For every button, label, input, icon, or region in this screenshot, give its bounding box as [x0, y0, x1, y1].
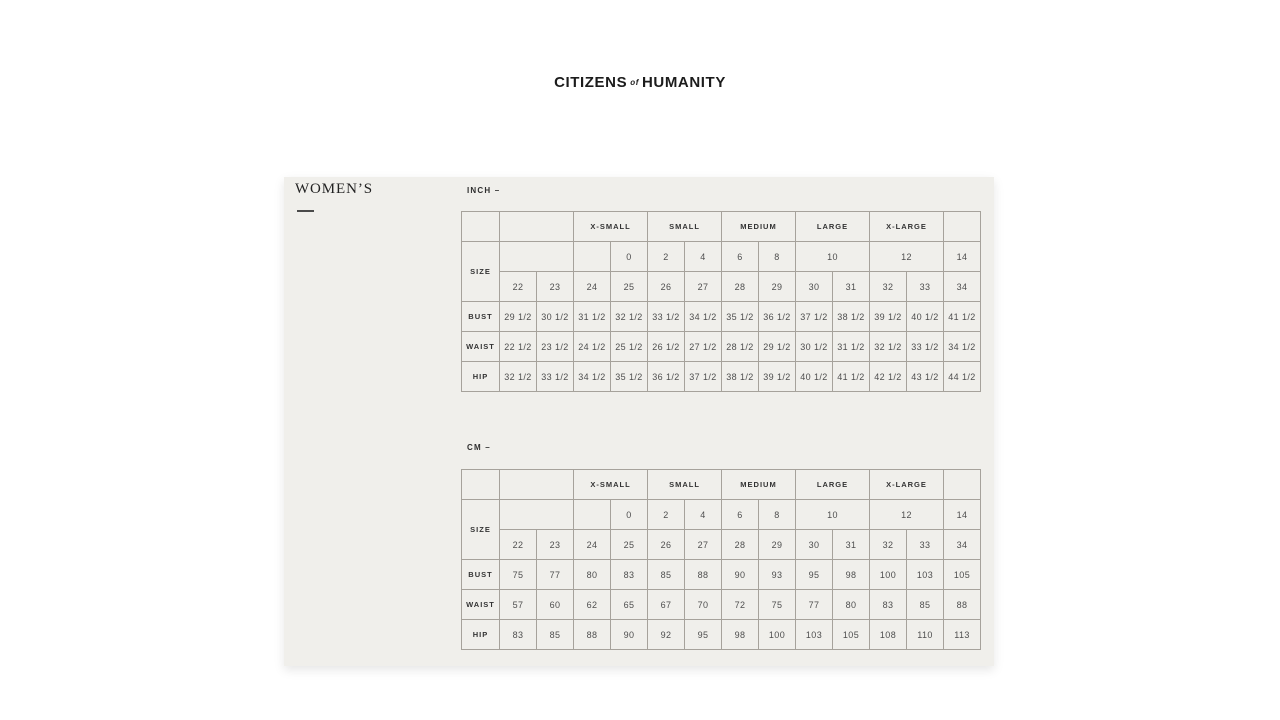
size-number-cell: 22 — [500, 530, 537, 560]
size-number-cell: 26 — [648, 272, 685, 302]
value-cell: 67 — [648, 590, 685, 620]
corner-cell — [462, 212, 500, 242]
numeric-size-cell: 2 — [648, 500, 685, 530]
value-cell: 25 1/2 — [611, 332, 648, 362]
size-number-cell: 32 — [870, 530, 907, 560]
value-cell: 42 1/2 — [870, 362, 907, 392]
size-number-cell: 24 — [574, 272, 611, 302]
group-header-cell: X-LARGE — [870, 470, 944, 500]
size-number-row — [462, 530, 981, 560]
value-cell: 80 — [833, 590, 870, 620]
size-number-cell: 23 — [537, 272, 574, 302]
value-cell: 93 — [759, 560, 796, 590]
blank-cell — [500, 500, 574, 530]
value-cell: 108 — [870, 620, 907, 650]
value-cell: 95 — [796, 560, 833, 590]
value-cell: 29 1/2 — [500, 302, 537, 332]
size-number-cell: 23 — [537, 530, 574, 560]
row-label-cell: HIP — [462, 620, 500, 650]
size-number-cell: 34 — [944, 272, 981, 302]
numeric-size-cell: 10 — [796, 500, 870, 530]
value-cell: 28 1/2 — [722, 332, 759, 362]
numeric-size-cell: 14 — [944, 242, 981, 272]
numeric-size-cell: 6 — [722, 500, 759, 530]
value-cell: 83 — [870, 590, 907, 620]
value-cell: 41 1/2 — [833, 362, 870, 392]
size-label-cell: SIZE — [462, 242, 500, 302]
value-cell: 30 1/2 — [796, 332, 833, 362]
value-cell: 80 — [574, 560, 611, 590]
value-cell: 43 1/2 — [907, 362, 944, 392]
size-label-cell: SIZE — [462, 500, 500, 560]
value-cell: 32 1/2 — [870, 332, 907, 362]
size-number-cell: 32 — [870, 272, 907, 302]
value-cell: 29 1/2 — [759, 332, 796, 362]
numeric-size-cell: 12 — [870, 500, 944, 530]
value-cell: 40 1/2 — [796, 362, 833, 392]
size-number-row — [462, 272, 981, 302]
size-number-cell: 22 — [500, 272, 537, 302]
group-header-row — [462, 212, 981, 242]
numeric-size-cell: 8 — [759, 500, 796, 530]
numeric-size-row — [462, 242, 981, 272]
size-number-cell: 31 — [833, 272, 870, 302]
measurement-row — [462, 590, 981, 620]
value-cell: 31 1/2 — [574, 302, 611, 332]
value-cell: 34 1/2 — [574, 362, 611, 392]
group-header-cell: LARGE — [796, 470, 870, 500]
numeric-size-cell: 12 — [870, 242, 944, 272]
blank-cell — [500, 212, 574, 242]
value-cell: 77 — [796, 590, 833, 620]
size-number-cell: 24 — [574, 530, 611, 560]
value-cell: 34 1/2 — [685, 302, 722, 332]
size-number-cell: 29 — [759, 272, 796, 302]
numeric-size-cell: 0 — [611, 242, 648, 272]
value-cell: 72 — [722, 590, 759, 620]
value-cell: 100 — [759, 620, 796, 650]
blank-cell — [944, 212, 981, 242]
group-header-cell: X-SMALL — [574, 470, 648, 500]
value-cell: 105 — [944, 560, 981, 590]
value-cell: 33 1/2 — [907, 332, 944, 362]
brand-logo-humanity: HUMANITY — [641, 74, 726, 91]
value-cell: 98 — [722, 620, 759, 650]
value-cell: 32 1/2 — [500, 362, 537, 392]
row-label-cell: BUST — [462, 302, 500, 332]
value-cell: 105 — [833, 620, 870, 650]
value-cell: 33 1/2 — [537, 362, 574, 392]
value-cell: 92 — [648, 620, 685, 650]
value-cell: 41 1/2 — [944, 302, 981, 332]
brand-logo — [0, 74, 1280, 91]
measurement-row — [462, 302, 981, 332]
size-number-cell: 33 — [907, 530, 944, 560]
size-guide-panel — [284, 177, 994, 666]
numeric-size-cell: 10 — [796, 242, 870, 272]
value-cell: 77 — [537, 560, 574, 590]
group-header-cell: SMALL — [648, 470, 722, 500]
brand-logo-citizens: CITIZENS — [554, 74, 628, 91]
numeric-size-cell: 8 — [759, 242, 796, 272]
value-cell: 85 — [537, 620, 574, 650]
group-header-cell: MEDIUM — [722, 212, 796, 242]
value-cell: 38 1/2 — [833, 302, 870, 332]
value-cell: 38 1/2 — [722, 362, 759, 392]
value-cell: 33 1/2 — [648, 302, 685, 332]
value-cell: 83 — [611, 560, 648, 590]
group-header-cell: X-LARGE — [870, 212, 944, 242]
numeric-size-row — [462, 500, 981, 530]
group-header-cell: MEDIUM — [722, 470, 796, 500]
value-cell: 57 — [500, 590, 537, 620]
size-table-inch — [461, 211, 981, 392]
value-cell: 113 — [944, 620, 981, 650]
section-label-womens: WOMEN’S — [295, 181, 373, 197]
row-label-cell: HIP — [462, 362, 500, 392]
value-cell: 39 1/2 — [759, 362, 796, 392]
value-cell: 62 — [574, 590, 611, 620]
value-cell: 88 — [685, 560, 722, 590]
brand-logo-of: of — [630, 78, 639, 87]
value-cell: 85 — [907, 590, 944, 620]
value-cell: 70 — [685, 590, 722, 620]
size-number-cell: 30 — [796, 530, 833, 560]
size-number-cell: 26 — [648, 530, 685, 560]
value-cell: 35 1/2 — [611, 362, 648, 392]
value-cell: 34 1/2 — [944, 332, 981, 362]
row-label-cell: BUST — [462, 560, 500, 590]
blank-cell — [500, 470, 574, 500]
value-cell: 32 1/2 — [611, 302, 648, 332]
group-header-cell: SMALL — [648, 212, 722, 242]
blank-cell — [500, 242, 574, 272]
size-number-cell: 29 — [759, 530, 796, 560]
unit-label-inch: INCH – — [467, 186, 501, 195]
group-header-row — [462, 470, 981, 500]
value-cell: 23 1/2 — [537, 332, 574, 362]
value-cell: 75 — [500, 560, 537, 590]
blank-cell — [574, 500, 611, 530]
value-cell: 85 — [648, 560, 685, 590]
value-cell: 83 — [500, 620, 537, 650]
value-cell: 26 1/2 — [648, 332, 685, 362]
value-cell: 36 1/2 — [759, 302, 796, 332]
value-cell: 22 1/2 — [500, 332, 537, 362]
measurement-row — [462, 362, 981, 392]
value-cell: 24 1/2 — [574, 332, 611, 362]
size-number-cell: 27 — [685, 530, 722, 560]
measurement-row — [462, 332, 981, 362]
numeric-size-cell: 2 — [648, 242, 685, 272]
unit-label-cm: CM – — [467, 443, 491, 452]
value-cell: 90 — [611, 620, 648, 650]
value-cell: 103 — [907, 560, 944, 590]
value-cell: 98 — [833, 560, 870, 590]
size-number-cell: 28 — [722, 272, 759, 302]
value-cell: 40 1/2 — [907, 302, 944, 332]
size-number-cell: 34 — [944, 530, 981, 560]
row-label-cell: WAIST — [462, 332, 500, 362]
value-cell: 30 1/2 — [537, 302, 574, 332]
value-cell: 37 1/2 — [796, 302, 833, 332]
value-cell: 110 — [907, 620, 944, 650]
value-cell: 90 — [722, 560, 759, 590]
value-cell: 100 — [870, 560, 907, 590]
numeric-size-cell: 4 — [685, 242, 722, 272]
size-number-cell: 28 — [722, 530, 759, 560]
value-cell: 44 1/2 — [944, 362, 981, 392]
numeric-size-cell: 0 — [611, 500, 648, 530]
row-label-cell: WAIST — [462, 590, 500, 620]
measurement-row — [462, 620, 981, 650]
value-cell: 95 — [685, 620, 722, 650]
size-number-cell: 33 — [907, 272, 944, 302]
size-table-cm — [461, 469, 981, 650]
value-cell: 60 — [537, 590, 574, 620]
numeric-size-cell: 14 — [944, 500, 981, 530]
value-cell: 27 1/2 — [685, 332, 722, 362]
corner-cell — [462, 470, 500, 500]
measurement-row — [462, 560, 981, 590]
group-header-cell: LARGE — [796, 212, 870, 242]
numeric-size-cell: 6 — [722, 242, 759, 272]
blank-cell — [574, 242, 611, 272]
size-number-cell: 30 — [796, 272, 833, 302]
size-number-cell: 27 — [685, 272, 722, 302]
size-number-cell: 25 — [611, 272, 648, 302]
value-cell: 37 1/2 — [685, 362, 722, 392]
value-cell: 88 — [574, 620, 611, 650]
value-cell: 39 1/2 — [870, 302, 907, 332]
value-cell: 36 1/2 — [648, 362, 685, 392]
numeric-size-cell: 4 — [685, 500, 722, 530]
value-cell: 65 — [611, 590, 648, 620]
group-header-cell: X-SMALL — [574, 212, 648, 242]
value-cell: 31 1/2 — [833, 332, 870, 362]
size-number-cell: 25 — [611, 530, 648, 560]
value-cell: 75 — [759, 590, 796, 620]
blank-cell — [944, 470, 981, 500]
section-underline — [297, 210, 314, 212]
size-number-cell: 31 — [833, 530, 870, 560]
value-cell: 35 1/2 — [722, 302, 759, 332]
value-cell: 103 — [796, 620, 833, 650]
value-cell: 88 — [944, 590, 981, 620]
